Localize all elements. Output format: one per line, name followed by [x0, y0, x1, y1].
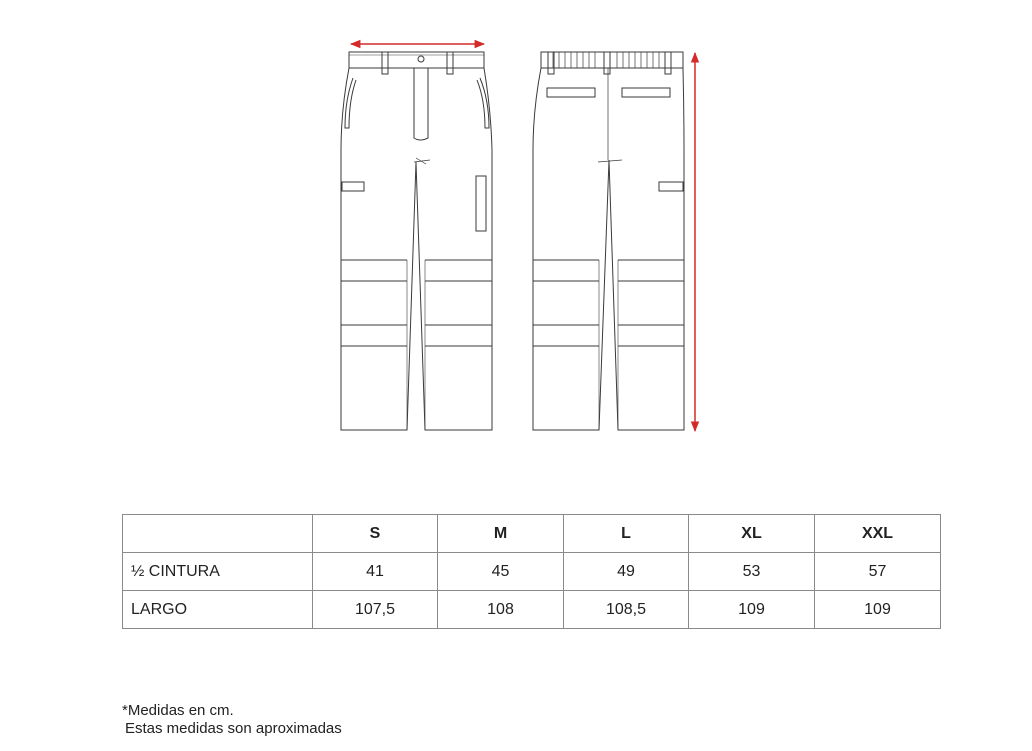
table-cell: 57 [815, 553, 941, 591]
table-cell: 109 [815, 591, 941, 629]
table-row [123, 591, 941, 629]
table-cell: 108,5 [564, 591, 689, 629]
table-cell: 41 [313, 553, 438, 591]
table-cell: 53 [689, 553, 815, 591]
front-outline [341, 68, 492, 430]
front-pocket-left [345, 78, 356, 128]
size-m-header: M [438, 515, 564, 553]
note-approximate: Estas medidas son aproximadas [125, 720, 342, 737]
back-elastic-waistband [541, 52, 683, 68]
size-s-header: S [313, 515, 438, 553]
measurement-notes [122, 702, 342, 738]
row-label-half-waist: ½ CINTURA [123, 553, 313, 591]
table-cell: 49 [564, 553, 689, 591]
table-cell: 108 [438, 591, 564, 629]
front-pocket-right [477, 78, 489, 128]
cargo-pocket [476, 176, 486, 231]
size-header-row [123, 515, 941, 553]
size-xxl-header: XXL [815, 515, 941, 553]
size-xl-header: XL [689, 515, 815, 553]
row-label-length: LARGO [123, 591, 313, 629]
side-pocket-flap [342, 182, 364, 191]
table-cell: 45 [438, 553, 564, 591]
waist-button-icon [418, 56, 424, 62]
back-belt-loop [665, 52, 671, 74]
back-pocket-right [622, 88, 670, 97]
table-cell: 109 [689, 591, 815, 629]
corner-cell [123, 515, 313, 553]
note-units: *Medidas en cm. [122, 702, 234, 719]
back-pocket-left [547, 88, 595, 97]
front-fly [414, 68, 428, 140]
table-cell: 107,5 [313, 591, 438, 629]
table-row [123, 553, 941, 591]
back-view-trousers [533, 52, 684, 430]
front-view-trousers [341, 52, 492, 430]
back-belt-loop [604, 52, 610, 74]
size-chart-table [122, 514, 941, 629]
back-outline [533, 68, 684, 430]
size-l-header: L [564, 515, 689, 553]
front-waistband [349, 52, 484, 68]
back-side-pocket-flap [659, 182, 683, 191]
